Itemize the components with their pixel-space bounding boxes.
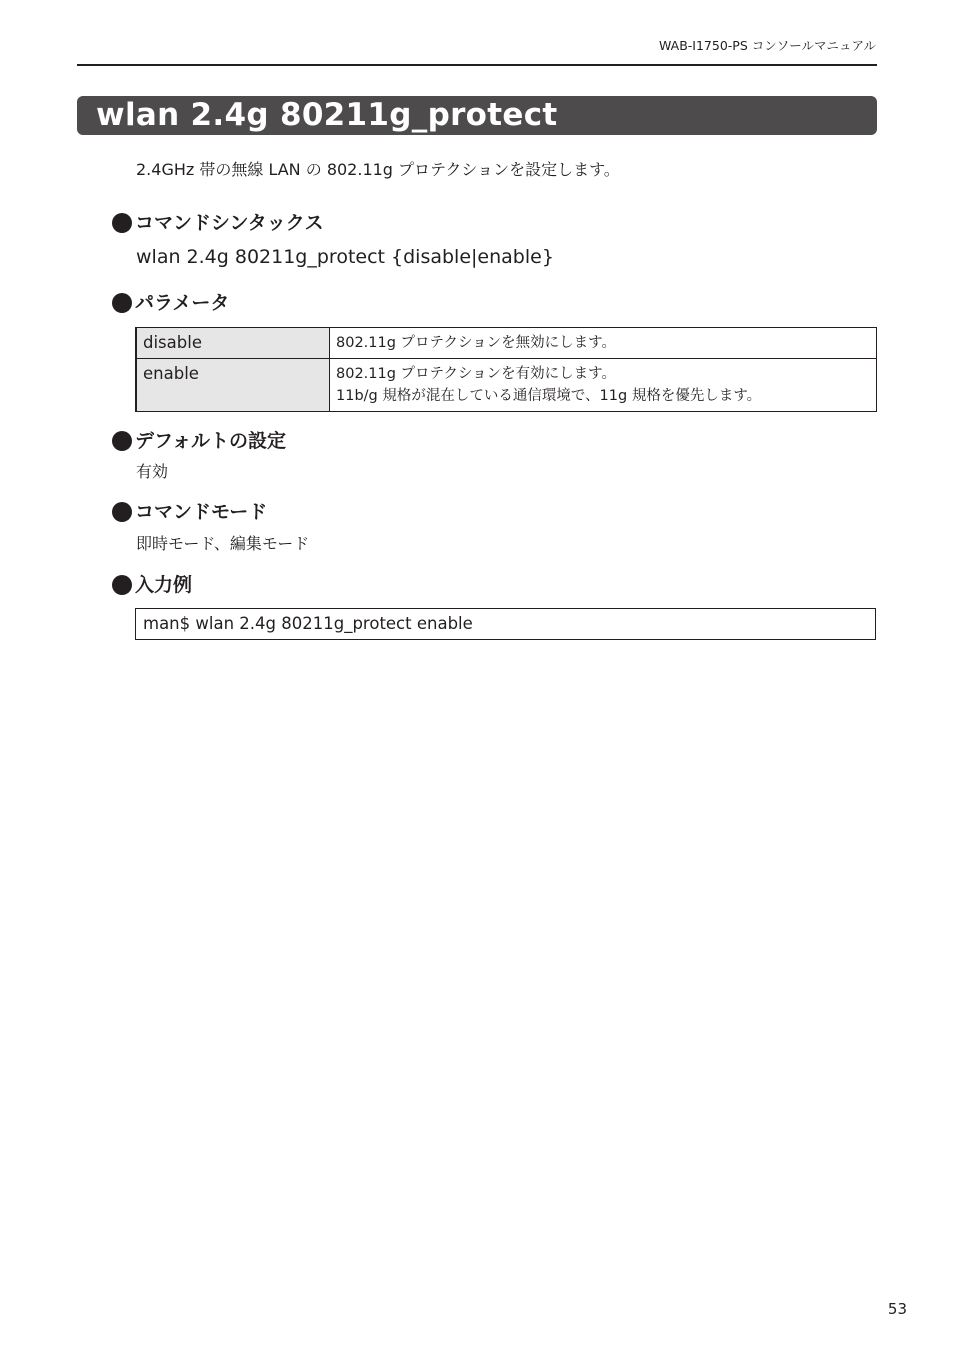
parameter-table	[135, 327, 877, 412]
param-description	[330, 359, 877, 412]
page-title: wlan 2.4g 80211g_protect	[96, 97, 558, 133]
bullet-icon	[112, 213, 132, 233]
param-description-line: 11b/g 規格が混在している通信環境で、11g 規格を優先します。	[336, 388, 762, 404]
table-row	[136, 328, 877, 359]
section-heading-label: 入力例	[135, 574, 193, 596]
command-mode-value: 即時モード、編集モード	[136, 534, 310, 553]
intro-text: 2.4GHz 帯の無線 LAN の 802.11g プロテクションを設定します。	[136, 160, 620, 179]
command-syntax: wlan 2.4g 80211g_protect {disable|enable}	[136, 246, 554, 268]
bullet-icon	[112, 431, 132, 451]
example-command-box: man$ wlan 2.4g 80211g_protect enable	[135, 608, 876, 640]
header-divider	[77, 64, 877, 66]
section-heading-label: パラメータ	[135, 292, 230, 314]
section-heading-default	[112, 428, 286, 454]
bullet-icon	[112, 502, 132, 522]
table-row	[136, 359, 877, 412]
section-heading-example	[112, 572, 192, 598]
param-name: enable	[136, 359, 330, 412]
bullet-icon	[112, 575, 132, 595]
document-header-title: WAB-I1750-PS コンソールマニュアル	[658, 38, 876, 53]
section-heading-label: デフォルトの設定	[135, 430, 287, 452]
section-heading-label: コマンドシンタックス	[135, 212, 324, 234]
section-heading-label: コマンドモード	[135, 501, 268, 523]
default-value: 有効	[136, 462, 169, 481]
param-name: disable	[136, 328, 330, 359]
section-heading-params	[112, 290, 229, 316]
title-bar	[77, 96, 877, 135]
section-heading-mode	[112, 499, 267, 525]
page-number: 53	[887, 1300, 907, 1318]
param-description-line: 802.11g プロテクションを有効にします。	[336, 366, 617, 382]
bullet-icon	[112, 293, 132, 313]
section-heading-syntax	[112, 210, 324, 236]
param-description	[330, 328, 877, 359]
param-description-line: 802.11g プロテクションを無効にします。	[336, 335, 617, 351]
